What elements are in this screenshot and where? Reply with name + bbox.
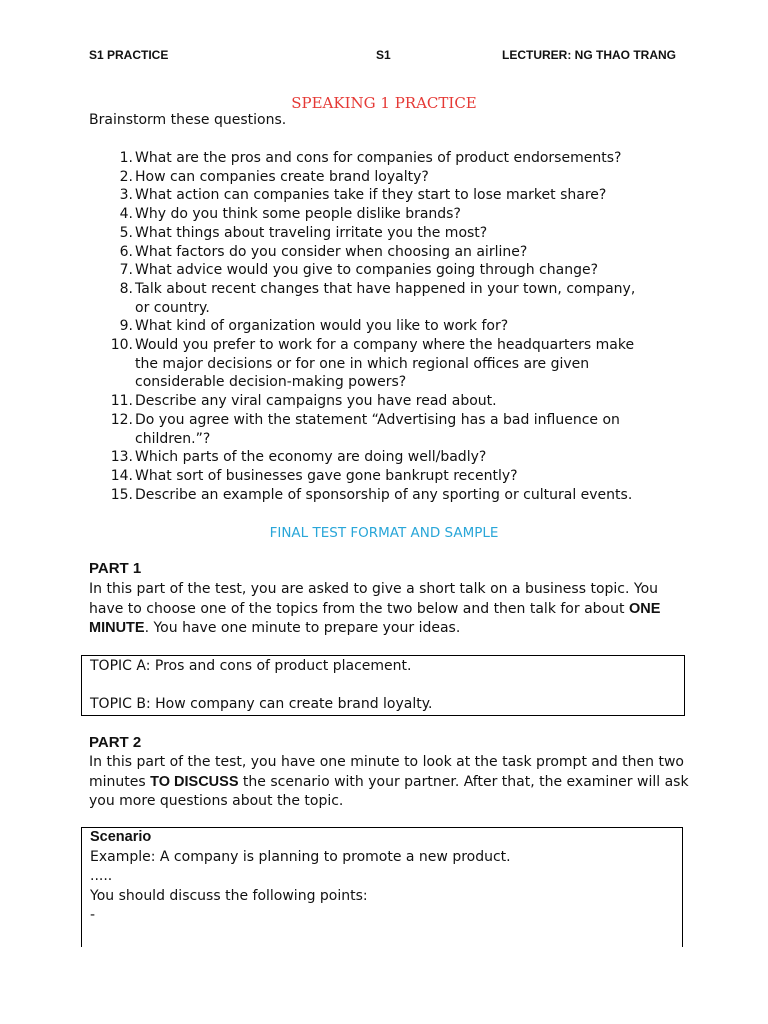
part2-emphasis: TO DISCUSS [150,773,239,790]
header-center: S1 [376,48,391,62]
list-item: 5. What things about traveling irritate you the most? [119,224,488,241]
scenario-example: Example: A company is planning to promote a new product. [90,848,511,865]
intro-text: Brainstorm these questions. [89,112,287,128]
scenario-box [81,827,683,947]
topic-box [81,655,685,716]
list-item: 9. What kind of organization would you like to work for? [119,318,509,335]
scenario-ellipsis: ..... [90,868,113,884]
scenario-heading: Scenario [90,829,152,845]
scenario-bullet: - [90,907,96,923]
list-item: 2. How can companies create brand loyalty? [119,168,429,185]
list-item: 8. Talk about recent changes that have happened in your town, company, or country. [119,280,636,316]
list-item: 1. What are the pros and cons for companies of product endorsements? [119,150,622,166]
part1-heading: PART 1 [89,560,142,577]
part1-emphasis: ONE MINUTE [89,600,661,636]
list-item: 13. Which parts of the economy are doing well/badly? [110,449,487,466]
list-item: 11. Describe any viral campaigns you have read about. [110,393,497,410]
list-item: 15. Describe an example of sponsorship of any sporting or cultural events. [110,486,633,503]
list-item: 7. What advice would you give to companies going through change? [119,262,599,279]
list-item: 12. Do you agree with the statement “Advertising has a bad influence on children.”? [110,411,620,447]
topic-b: TOPIC B: How company can create brand loyalty. [90,696,433,712]
list-item: 10. Would you prefer to work for a company where the headquarters make the major decisions or for one in which regional offices are given considerable decision-making powers? [110,337,635,391]
final-test-heading: FINAL TEST FORMAT AND SAMPLE [269,525,499,541]
part2-description: In this part of the test, you have one minute to look at the task prompt and then two minutes TO DISCUSS the scenario with your partner. After that, the examiner will ask you more questions about the topic. [89,754,689,809]
page-title: SPEAKING 1 PRACTICE [291,94,477,112]
header-left: S1 PRACTICE [89,48,169,62]
question-list [89,149,649,504]
scenario-discuss-points: You should discuss the following points: [90,887,368,904]
part1-description: In this part of the test, you are asked to give a short talk on a business topic. You have to choose one of the topics from the two below and then talk for about ONE MINUTE. You have one minute to prepare your ideas. [89,581,661,636]
part2-heading: PART 2 [89,734,142,751]
header-right: LECTURER: NG THAO TRANG [502,48,676,62]
topic-a: TOPIC A: Pros and cons of product placement. [90,658,412,674]
list-item: 6. What factors do you consider when choosing an airline? [119,243,528,260]
list-item: 3. What action can companies take if they start to lose market share? [119,187,607,204]
list-item: 14. What sort of businesses gave gone bankrupt recently? [110,467,518,484]
list-item: 4. Why do you think some people dislike brands? [119,206,461,223]
